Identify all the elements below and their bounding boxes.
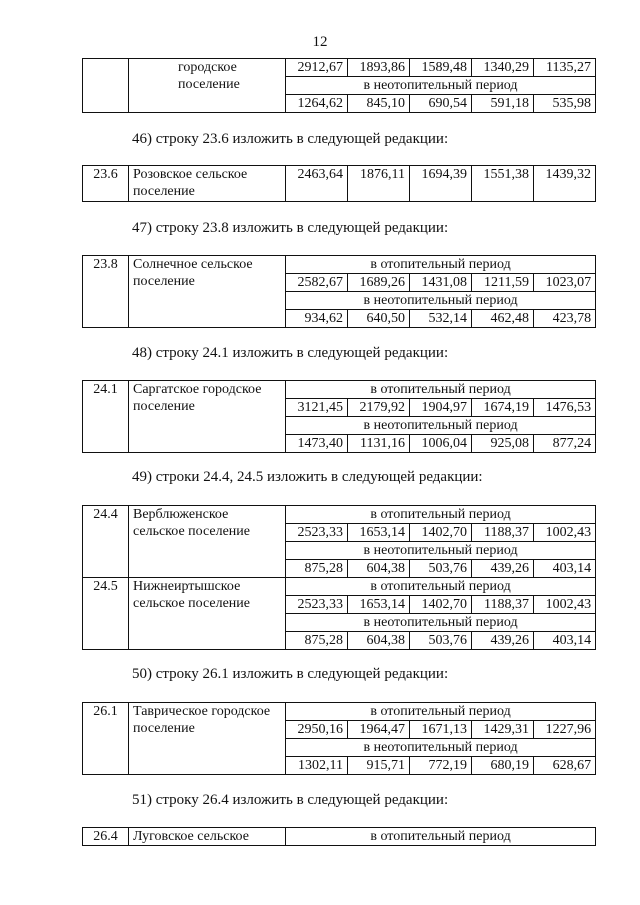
table-24-4-24-5 (82, 505, 596, 650)
row-code: 24.1 (83, 381, 129, 453)
value-cell: 439,26 (472, 560, 534, 578)
value-cell: 925,08 (472, 435, 534, 453)
table-24-1 (82, 380, 596, 453)
period-label: в неотопительный период (286, 417, 596, 435)
value-cell: 1431,08 (410, 274, 472, 292)
value-cell: 591,18 (472, 95, 534, 113)
table-top-continued (82, 58, 596, 113)
settlement-name: городское поселение (129, 59, 286, 113)
value-cell: 1264,62 (286, 95, 348, 113)
settlement-name: Розовское сельское поселение (129, 166, 286, 202)
value-cell: 1653,14 (348, 596, 410, 614)
row-code: 23.8 (83, 256, 129, 328)
period-label: в отопительный период (286, 578, 596, 596)
paragraph-46: 46) строку 23.6 изложить в следующей редакции: (132, 131, 449, 147)
value-cell: 2523,33 (286, 596, 348, 614)
value-cell: 403,14 (534, 632, 596, 650)
value-cell: 2950,16 (286, 721, 348, 739)
value-cell: 1589,48 (410, 59, 472, 77)
settlement-name: Верблюженское сельское поселение (129, 506, 286, 578)
paragraph-48: 48) строку 24.1 изложить в следующей редакции: (132, 345, 449, 361)
value-cell: 1188,37 (472, 524, 534, 542)
settlement-name: Саргатское городское поселение (129, 381, 286, 453)
row-code: 23.6 (83, 166, 129, 202)
period-label: в отопительный период (286, 828, 596, 846)
value-cell: 1002,43 (534, 524, 596, 542)
value-cell: 3121,45 (286, 399, 348, 417)
value-cell: 2912,67 (286, 59, 348, 77)
period-label: в неотопительный период (286, 292, 596, 310)
period-label: в отопительный период (286, 256, 596, 274)
value-cell: 690,54 (410, 95, 472, 113)
paragraph-49: 49) строки 24.4, 24.5 изложить в следующей редакции: (132, 469, 483, 485)
period-label: в неотопительный период (286, 77, 596, 95)
page-number: 12 (312, 34, 328, 50)
paragraph-50: 50) строку 26.1 изложить в следующей редакции: (132, 666, 449, 682)
period-label: в отопительный период (286, 381, 596, 399)
value-cell: 1002,43 (534, 596, 596, 614)
value-cell: 1689,26 (348, 274, 410, 292)
value-cell: 1653,14 (348, 524, 410, 542)
value-cell: 1402,70 (410, 596, 472, 614)
table-23-6 (82, 165, 596, 202)
value-cell: 423,78 (534, 310, 596, 328)
value-cell: 1211,59 (472, 274, 534, 292)
table-26-4 (82, 827, 596, 846)
value-cell: 1131,16 (348, 435, 410, 453)
value-cell: 403,14 (534, 560, 596, 578)
value-cell: 1876,11 (348, 166, 410, 202)
period-label: в отопительный период (286, 703, 596, 721)
value-cell: 1402,70 (410, 524, 472, 542)
settlement-name: Нижнеиртышское сельское поселение (129, 578, 286, 650)
value-cell: 1551,38 (472, 166, 534, 202)
value-cell: 1439,32 (534, 166, 596, 202)
value-cell: 503,76 (410, 560, 472, 578)
value-cell: 462,48 (472, 310, 534, 328)
value-cell: 604,38 (348, 560, 410, 578)
value-cell: 1023,07 (534, 274, 596, 292)
value-cell: 2179,92 (348, 399, 410, 417)
value-cell: 877,24 (534, 435, 596, 453)
value-cell: 439,26 (472, 632, 534, 650)
value-cell: 503,76 (410, 632, 472, 650)
value-cell: 680,19 (472, 757, 534, 775)
value-cell: 1473,40 (286, 435, 348, 453)
value-cell: 1429,31 (472, 721, 534, 739)
value-cell: 915,71 (348, 757, 410, 775)
value-cell: 1135,27 (534, 59, 596, 77)
value-cell: 934,62 (286, 310, 348, 328)
settlement-name: Луговское сельское (129, 828, 286, 846)
period-label: в отопительный период (286, 506, 596, 524)
value-cell: 604,38 (348, 632, 410, 650)
value-cell: 1188,37 (472, 596, 534, 614)
value-cell: 2582,67 (286, 274, 348, 292)
row-code: 26.1 (83, 703, 129, 775)
value-cell: 1302,11 (286, 757, 348, 775)
value-cell: 1904,97 (410, 399, 472, 417)
value-cell: 772,19 (410, 757, 472, 775)
period-label: в неотопительный период (286, 614, 596, 632)
value-cell: 1227,96 (534, 721, 596, 739)
value-cell: 535,98 (534, 95, 596, 113)
settlement-name: Таврическое городское поселение (129, 703, 286, 775)
paragraph-51: 51) строку 26.4 изложить в следующей редакции: (132, 792, 449, 808)
value-cell: 628,67 (534, 757, 596, 775)
value-cell: 875,28 (286, 632, 348, 650)
value-cell: 2523,33 (286, 524, 348, 542)
value-cell: 1671,13 (410, 721, 472, 739)
value-cell: 845,10 (348, 95, 410, 113)
value-cell: 1340,29 (472, 59, 534, 77)
period-label: в неотопительный период (286, 542, 596, 560)
table-23-8 (82, 255, 596, 328)
value-cell: 1006,04 (410, 435, 472, 453)
table-26-1 (82, 702, 596, 775)
paragraph-47: 47) строку 23.8 изложить в следующей редакции: (132, 220, 449, 236)
code-cell (83, 59, 129, 113)
value-cell: 1893,86 (348, 59, 410, 77)
value-cell: 1674,19 (472, 399, 534, 417)
settlement-name: Солнечное сельское поселение (129, 256, 286, 328)
value-cell: 875,28 (286, 560, 348, 578)
value-cell: 532,14 (410, 310, 472, 328)
value-cell: 2463,64 (286, 166, 348, 202)
row-code: 24.5 (83, 578, 129, 650)
row-code: 24.4 (83, 506, 129, 578)
value-cell: 1964,47 (348, 721, 410, 739)
value-cell: 1694,39 (410, 166, 472, 202)
row-code: 26.4 (83, 828, 129, 846)
value-cell: 1476,53 (534, 399, 596, 417)
period-label: в неотопительный период (286, 739, 596, 757)
value-cell: 640,50 (348, 310, 410, 328)
